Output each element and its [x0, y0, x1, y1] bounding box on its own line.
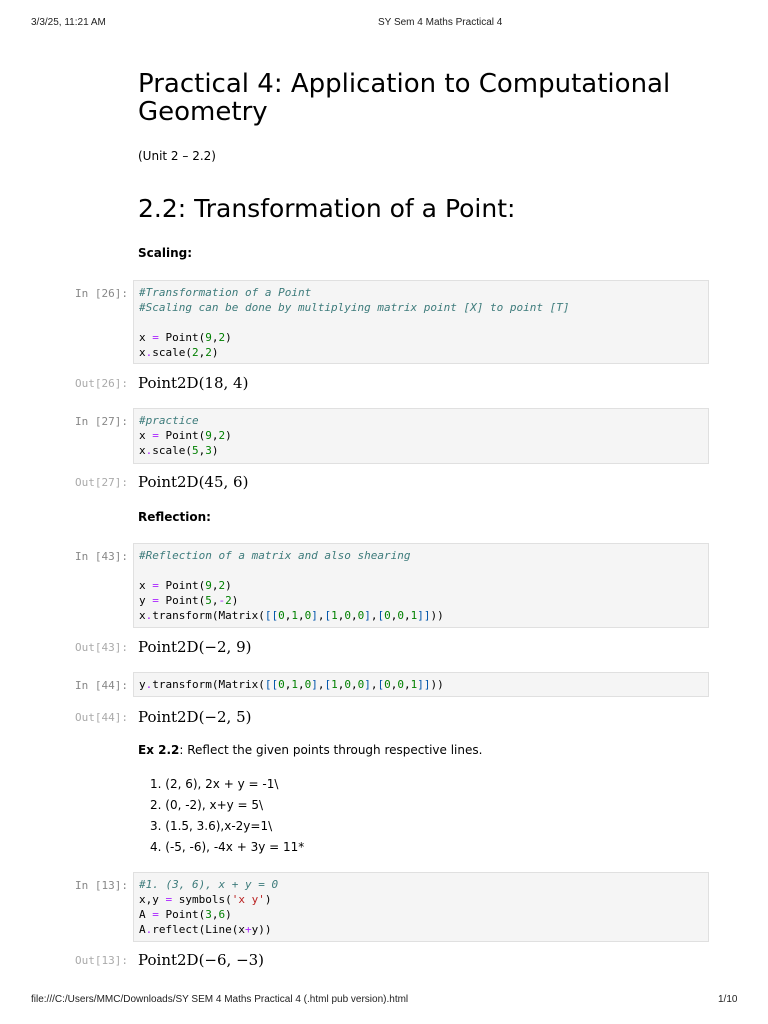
code-line: y = Point(5,-2): [139, 594, 239, 607]
input-prompt: In [44]:: [75, 679, 128, 692]
output-prompt: Out[26]:: [75, 377, 128, 390]
code-cell[interactable]: [133, 872, 709, 942]
code-cell[interactable]: [133, 543, 709, 628]
code-line: x,y = symbols('x y'): [139, 893, 272, 906]
code-blank-line: [139, 315, 703, 330]
cell-output: Point2D(−6, −3): [138, 951, 265, 969]
list-item: 2. (0, -2), x+y = 5\: [150, 798, 264, 812]
print-file-path: file:///C:/Users/MMC/Downloads/SY SEM 4 Maths Practical 4 (.html pub version).html: [31, 994, 409, 1005]
code-line: x.scale(2,2): [139, 346, 219, 359]
exercise-list: [150, 774, 304, 858]
code-line: x.transform(Matrix([[0,1,0],[1,0,0],[0,0,1]])): [139, 609, 444, 622]
cell-output: Point2D(−2, 5): [138, 708, 252, 726]
output-prompt: Out[44]:: [75, 711, 128, 724]
page-title: Practical 4: Application to Computational Geometry: [138, 69, 671, 127]
print-datetime: 3/3/25, 11:21 AM: [31, 17, 106, 28]
code-comment: #practice: [139, 414, 199, 427]
code-blank-line: [139, 563, 703, 578]
list-item: 3. (1.5, 3.6),x-2y=1\: [150, 819, 273, 833]
section-heading: 2.2: Transformation of a Point:: [138, 194, 516, 223]
scaling-heading: Scaling:: [138, 246, 193, 260]
code-line: x = Point(9,2): [139, 429, 232, 442]
reflection-heading: Reflection:: [138, 510, 211, 524]
exercise-label: Ex 2.2: [138, 743, 180, 757]
code-cell[interactable]: [133, 672, 709, 697]
exercise-statement: [138, 743, 482, 757]
code-cell[interactable]: [133, 280, 709, 364]
code-comment: #Transformation of a Point: [139, 286, 312, 299]
cell-output: Point2D(−2, 9): [138, 638, 252, 656]
cell-output: Point2D(45, 6): [138, 473, 249, 491]
code-line: A.reflect(Line(x+y)): [139, 923, 272, 936]
cell-output: Point2D(18, 4): [138, 374, 249, 392]
input-prompt: In [13]:: [75, 879, 128, 892]
input-prompt: In [27]:: [75, 415, 128, 428]
list-item: 4. (-5, -6), -4x + 3y = 11*: [150, 840, 305, 854]
code-line: x.scale(5,3): [139, 444, 219, 457]
code-line: A = Point(3,6): [139, 908, 232, 921]
list-item: 1. (2, 6), 2x + y = -1\: [150, 777, 279, 791]
code-cell[interactable]: [133, 408, 709, 464]
code-comment: #Scaling can be done by multiplying matrix point [X] to point [T]: [139, 301, 570, 314]
print-page-number: 1/10: [718, 994, 738, 1005]
input-prompt: In [43]:: [75, 550, 128, 563]
output-prompt: Out[27]:: [75, 476, 128, 489]
input-prompt: In [26]:: [75, 287, 128, 300]
output-prompt: Out[13]:: [75, 954, 128, 967]
output-prompt: Out[43]:: [75, 641, 128, 654]
print-title: SY Sem 4 Maths Practical 4: [378, 17, 503, 28]
code-line: x = Point(9,2): [139, 331, 232, 344]
unit-reference: (Unit 2 – 2.2): [138, 149, 216, 163]
code-comment: #1. (3, 6), x + y = 0: [139, 878, 279, 891]
code-line: y.transform(Matrix([[0,1,0],[1,0,0],[0,0,1]])): [139, 678, 444, 691]
code-line: x = Point(9,2): [139, 579, 232, 592]
exercise-text: : Reflect the given points through respective lines.: [179, 743, 483, 757]
code-comment: #Reflection of a matrix and also shearing: [139, 549, 411, 562]
